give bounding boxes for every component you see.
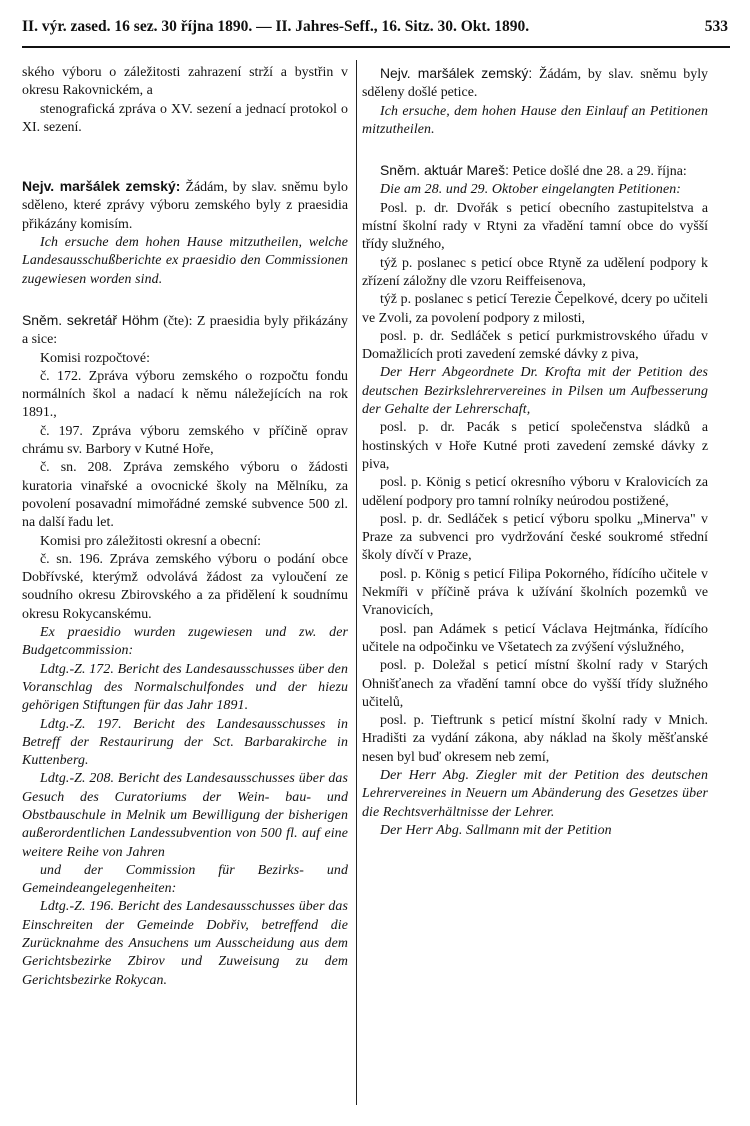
paragraph: posl. p. Doležal s peticí místní školní rady v Starých Ohnišťanech za vřadění tamní obce do vyšší třídy služného učitelů, [362,658,708,710]
paragraph: Die am 28. und 29. Oktober eingelangten Petitionen: [380,182,681,198]
paragraph: posl. p. Tieftrunk s peticí místní školní rady v Mnich. Hradišti za vydání zákona, aby náklad na školy měšťanské nesen byl buď okresem neb zemí, [362,713,708,765]
paragraph: Ldtg.-Z. 197. Bericht des Landesausschusses in Betreff der Restaurirung der Sct. Barbarakirche in Kuttenberg. [22,716,348,769]
paragraph: Nejv. maršálek zemský: Žádám, by slav. sněmu byly sděleny došlé petice. [362,65,709,101]
right-column [362,64,708,840]
paragraph: Ldtg.-Z. 196. Bericht des Landesausschusses über das Einschreiten der Gemeinde Dobřiv, betreffend die Zurücknahme des Ansuchens um Ausscheidung aus dem Gerichtsbezirke Zbirov und Zuweisung zu dem Gerichtsbezirke Rokycan. [22,899,348,988]
page-number: 533 [704,18,728,35]
paragraph: und der Commission für Bezirks- und Gemeindeangelegenheiten: [22,862,348,897]
left-column [22,64,348,990]
paragraph: Der Herr Abg. Sallmann mit der Petition [380,822,612,838]
paragraph: posl. p. König s peticí okresního výboru v Kralovicích za udělení podpory pro tamní rolníky neúrodou postižené, [362,475,708,509]
header-text: II. výr. zased. 16 sez. 30 října 1890. — II. Jahres-Seff., 16. Sitz. 30. Okt. 1890. [22,18,530,35]
speaker-name: Nejv. maršálek zemský: [22,178,181,195]
paragraph: č. sn. 196. Zpráva zemského výboru o podání obce Dobřívské, kterýmž odvolává žádost za vyloučení ze soudního okresu Zbirovského a za přidělení k soudnímu okresu Rokycanskému. [22,551,348,622]
paragraph: č. 172. Zpráva výboru zemského o rozpočtu fondu normálních škol a nadací k němu náležejících na rok 1891., [22,368,348,421]
paragraph: Ldtg.-Z. 172. Bericht des Landesausschusses über den Voranschlag des Normalschulfondes und der hiezu gehörigen Stiftungen für das Jahr 1891. [22,661,348,714]
paragraph: posl. p. dr. Pacák s peticí společenstva sládků a hostinských v Hoře Kutné proti zavedení zemské dávky z piva, [362,420,708,472]
paragraph: Komisi rozpočtové: [40,350,150,366]
speaker-name: Nejv. maršálek zemský: [380,65,533,81]
paragraph: č. sn. 208. Zpráva zemského výboru o žádosti kuratoria vinařské a ovocnické školy na Mělníku, za povolení posavadní mimořádné zemské subvence 500 zl. na další řadu let. [22,460,348,531]
paragraph: týž p. poslanec s peticí Terezie Čepelkové, dcery po učiteli ve Zvoli, za povolení podpory z milosti, [362,292,708,326]
paragraph: Ich ersuche, dem hohen Hause den Einlauf an Petitionen mitzutheilen. [362,103,708,137]
paragraph: posl. p. dr. Sedláček s peticí výboru spolku „Minerva" v Praze za subvenci pro vydržování české soukromé střední školy dívčí v Praze, [362,511,708,564]
speaker-name: Sněm. aktuár Mareš: [380,162,509,179]
paragraph: Sněm. aktuár Mareš: Petice došlé dne 28. a 29. října: [380,162,687,180]
paragraph: Sněm. sekretář Höhm (čte): Z praesidia byly přikázány a sice: [22,311,348,348]
paragraph: Ldtg.-Z. 208. Bericht des Landesausschusses über das Gesuch des Curatoriums der Wein- bau- und Obstbauschule in Melnik um Bewilligung der bisherigen außerordentlichen Landessubvention von 500 fl. auf eine weitere Reihe von Jahren [22,771,348,860]
column-divider [356,60,357,1105]
paragraph: Ex praesidio wurden zugewiesen und zw. der Budgetcommission: [22,625,348,659]
paragraph: stenografická zpráva o XV. sezení a jednací protokol o XI. sezení. [22,101,348,135]
paragraph: Posl. p. dr. Dvořák s peticí obecního zastupitelstva a místní školní rady v Rtyni za vřadění tamní obce do vyšší třídy služného, [362,200,708,253]
paragraph: Der Herr Abgeordnete Dr. Krofta mit der Petition des deutschen Bezirkslehrervereines in Pilsen um Aufbesserung der Gehalte der Lehrerschaft, [362,365,708,418]
paragraph: posl. pan Adámek s peticí Václava Hejtmánka, řídícího učitele na odpočinku ve Všetatech za zvýšení výslužného, [362,621,708,655]
paragraph: týž p. poslanec s peticí obce Rtyně za udělení podpory k zřízení záložny dle vzoru Reiffeisenova, [362,255,708,289]
speaker-name: Sněm. sekretář Höhm [22,311,159,328]
paragraph: Der Herr Abg. Ziegler mit der Petition des deutschen Lehrervereines in Neuern um Abänderung des Gesetzes über die Rechtsverhältnisse der Lehrer. [362,767,708,820]
header-rule [22,46,730,48]
paragraph: Komisi pro záležitosti okresní a obecní: [40,533,262,549]
paragraph: č. 197. Zpráva výboru zemského v příčině oprav chrámu sv. Barbory v Kutné Hoře, [22,423,348,458]
paragraph: Ich ersuche dem hohen Hause mitzutheilen, welche Landesausschußberichte ex praesidio den Commissionen zugewiesen worden sind. [22,235,348,287]
paragraph: Nejv. maršálek zemský: Žádám, by slav. sněmu bylo sděleno, které zprávy výboru zemského byly z praesidia přikázány komisím. [22,178,348,232]
paragraph: ského výboru o záležitosti zahrazení strží a bystřin v okresu Rakovnickém, a [22,65,348,99]
paragraph: posl. p. König s peticí Filipa Pokorného, řídícího učitele v Nekmíři v příčině práva k užívání školních pozemků ve Vranovicích, [362,566,708,619]
paragraph: posl. p. dr. Sedláček s peticí purkmistrovského úřadu v Domažlicích proti zavedení zemské dávky z piva, [362,328,708,363]
running-header [22,14,728,38]
